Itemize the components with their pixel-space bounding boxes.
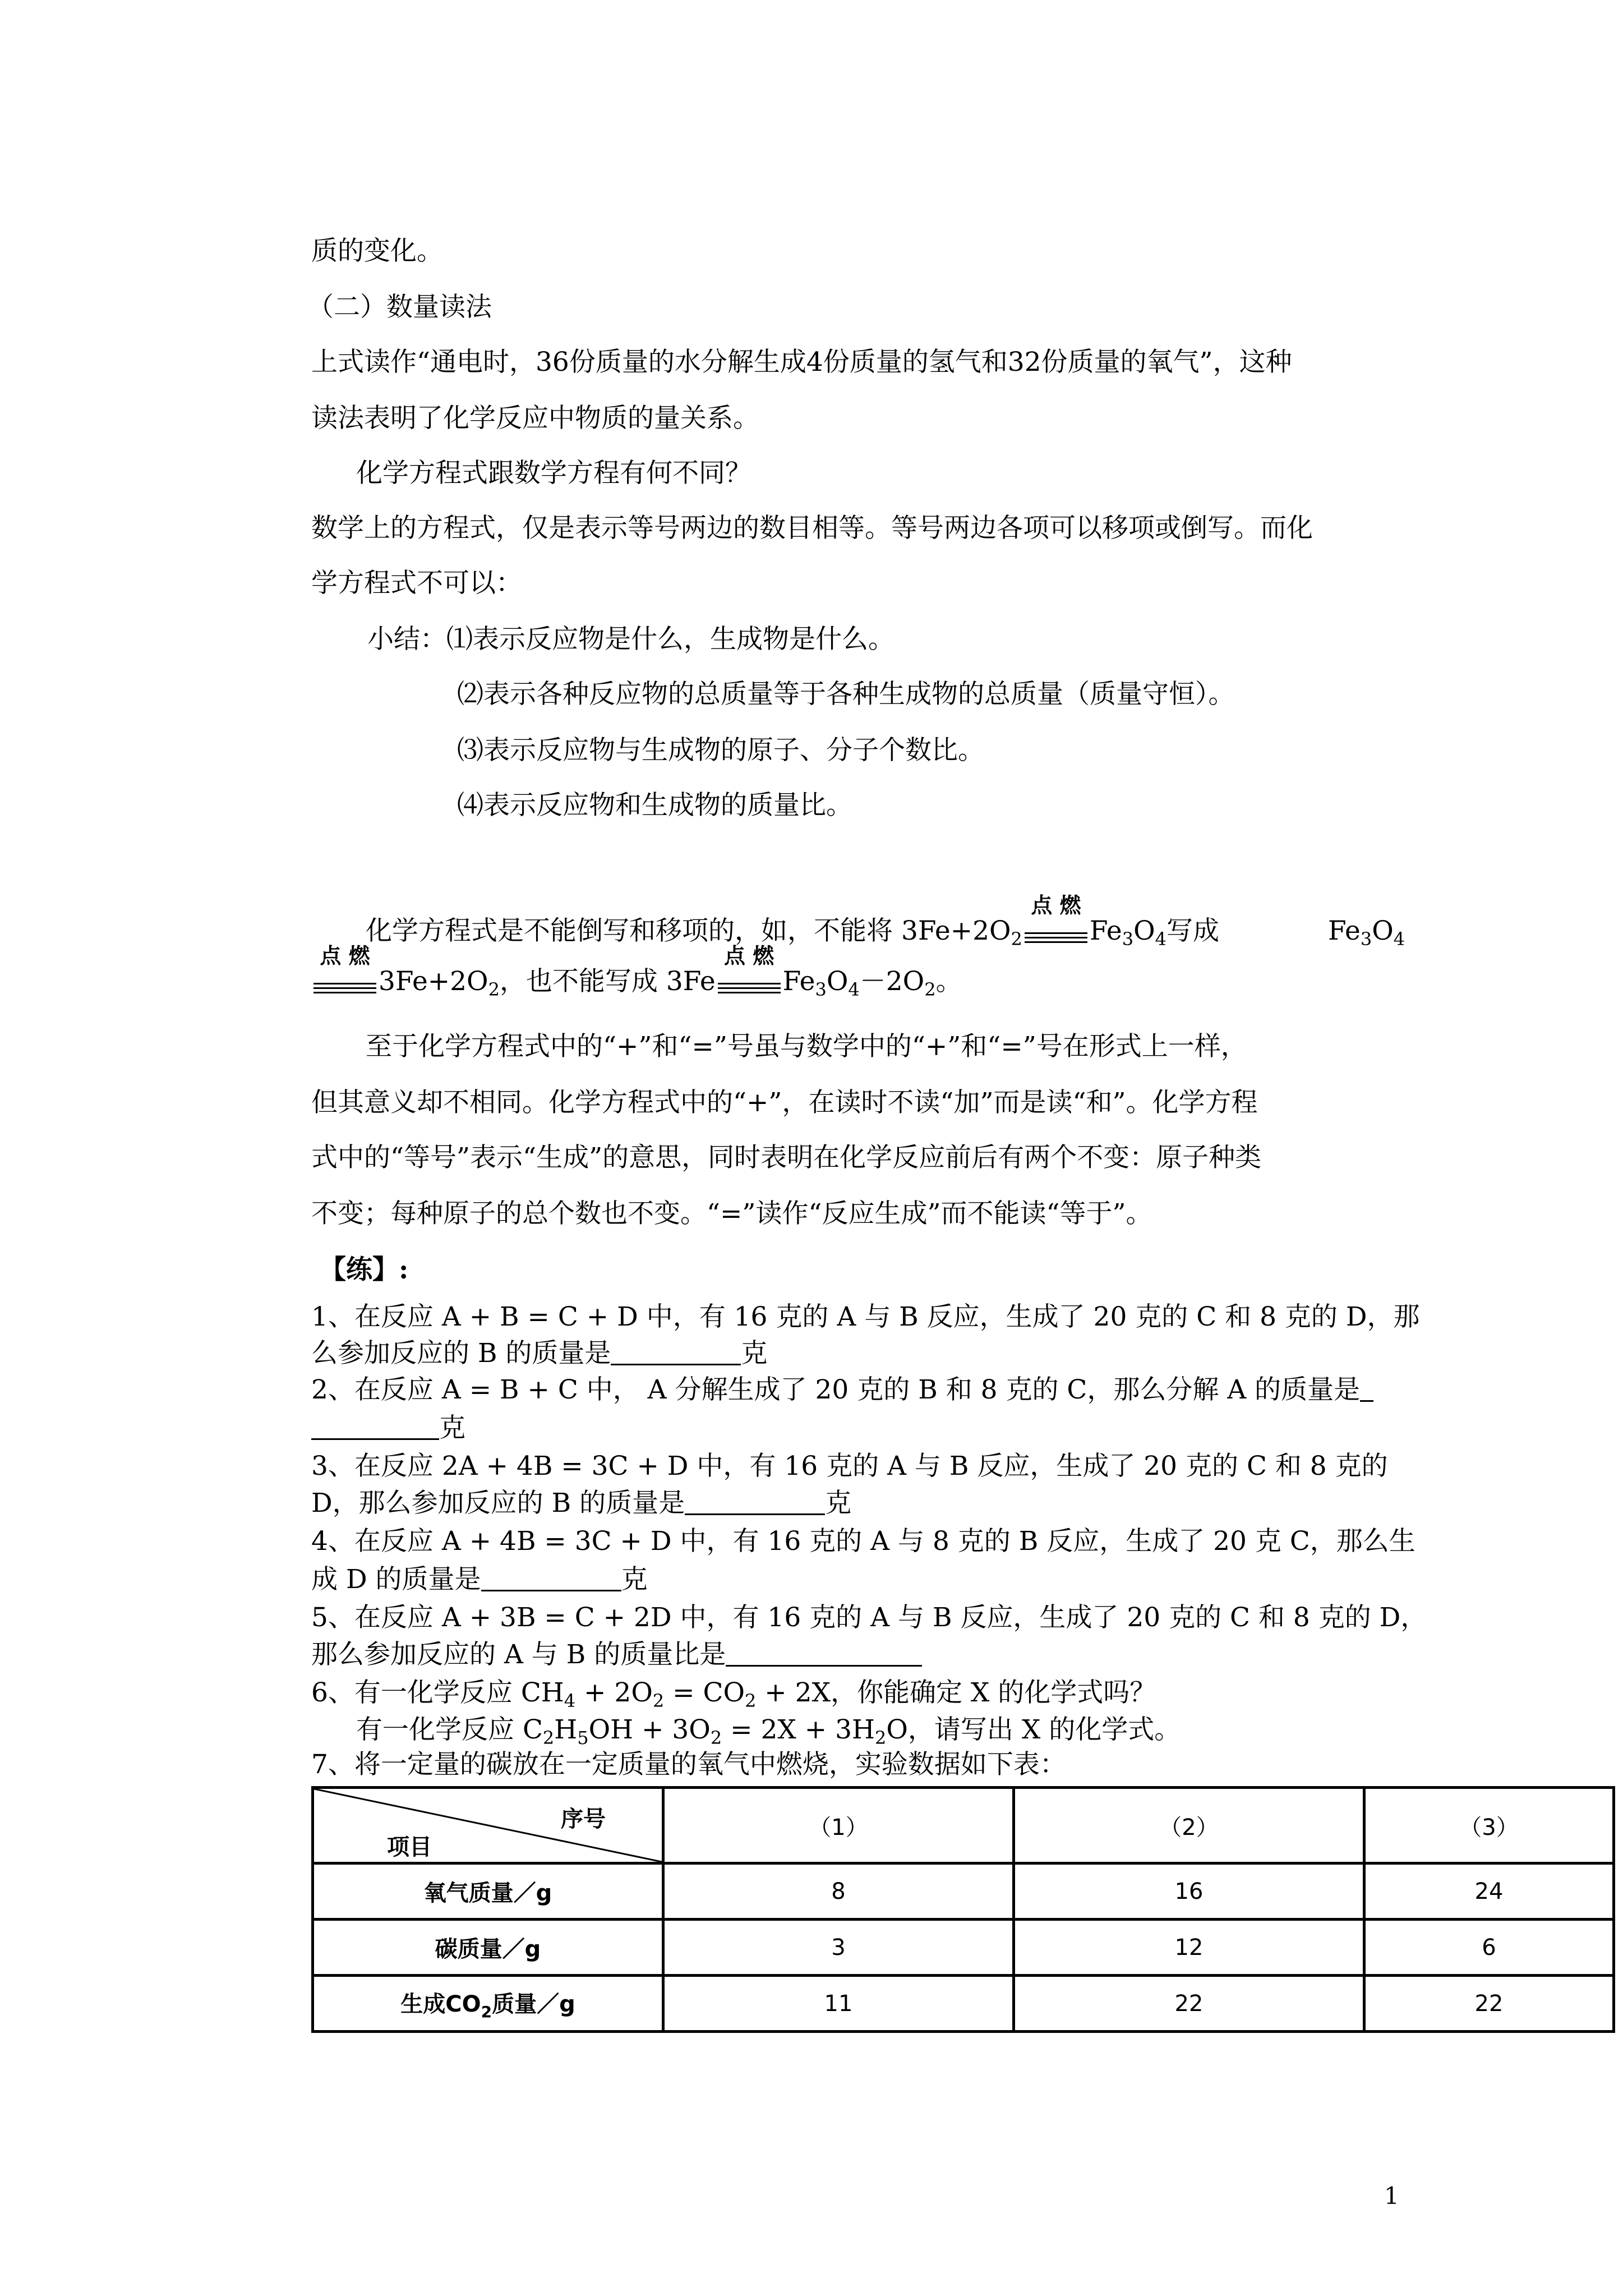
question-3: 3、在反应 2A + 4B = 3C + D 中，有 16 克的 A 与 B 反应，生成了 20 克的 C 和 8 克的 xyxy=(311,1451,1388,1481)
text-line: 读法表明了化学反应中物质的量关系。 xyxy=(311,403,759,434)
question-1: 1、在反应 A + B = C + D 中，有 16 克的 A 与 B 反应，生成了 20 克的 C 和 8 克的 D，那 xyxy=(311,1301,1420,1332)
table-header-row xyxy=(313,1788,1614,1864)
table-cell: 24 xyxy=(1364,1864,1614,1920)
table-cell: 3 xyxy=(663,1920,1014,1976)
table-corner-cell xyxy=(313,1788,663,1864)
table-row xyxy=(313,1864,1614,1920)
reaction-condition: 点 燃 xyxy=(1022,915,1090,947)
question-4: 4、在反应 A + 4B = 3C + D 中，有 16 克的 A 与 8 克的 B 反应，生成了 20 克 C，那么生 xyxy=(311,1526,1415,1557)
text-line: 质的变化。 xyxy=(311,236,443,266)
page-number: 1 xyxy=(1384,2182,1399,2210)
table-cell: 22 xyxy=(1364,1976,1614,2032)
answer-blank xyxy=(481,1564,621,1591)
table-cell: 12 xyxy=(1014,1920,1364,1976)
equation-line: 点 燃 $3Fe+2O_2$，也不能写成 3Fe 点 燃 $Fe_3O_4-2O_2$。 xyxy=(311,966,962,1005)
table-cell: 16 xyxy=(1014,1864,1364,1920)
text-line: 数学上的方程式，仅是表示等号两边的数目相等。等号两边各项可以移项或倒写。而化 xyxy=(311,513,1313,544)
question-2-cont: 克 xyxy=(311,1412,465,1444)
table-cell: 8 xyxy=(663,1864,1014,1920)
answer-blank xyxy=(685,1488,825,1515)
summary-line: ⑵表示各种反应物的总质量等于各种生成物的总质量（质量守恒）。 xyxy=(457,679,1235,710)
table-row-label: 氧气质量／g xyxy=(313,1864,663,1920)
table-cell: 22 xyxy=(1014,1976,1364,2032)
row-header-label: 项目 xyxy=(387,1834,432,1860)
table-row-label: 生成$CO_2$质量／g xyxy=(313,1976,663,2032)
section-heading: （二）数量读法 xyxy=(307,292,492,323)
question-4-cont: 成 D 的质量是 克 xyxy=(311,1564,648,1595)
text-line: 学方程式不可以： xyxy=(311,568,522,599)
table-column-header: （3） xyxy=(1364,1788,1614,1864)
text-line: 至于化学方程式中的“+”和“=”号虽与数学中的“+”和“=”号在形式上一样， xyxy=(366,1031,1247,1062)
summary-line: 小结：⑴表示反应物是什么，生成物是什么。 xyxy=(367,624,895,655)
table-row-label: 碳质量／g xyxy=(313,1920,663,1976)
reaction-condition: 点 燃 xyxy=(716,966,783,997)
answer-blank xyxy=(726,1639,922,1667)
table-cell: 6 xyxy=(1364,1920,1614,1976)
answer-blank xyxy=(611,1338,741,1365)
question-5: 5、在反应 A + 3B = C + 2D 中，有 16 克的 A 与 B 反应，生成了 20 克的 C 和 8 克的 D， xyxy=(311,1602,1427,1633)
text-line: 不变；每种原子的总个数也不变。“=”读作“反应生成”而不能读“等于”。 xyxy=(311,1198,1152,1229)
column-header-label: 序号 xyxy=(561,1806,606,1832)
table-row xyxy=(313,1920,1614,1976)
question-7: 7、将一定量的碳放在一定质量的氧气中燃烧，实验数据如下表： xyxy=(311,1749,1066,1780)
summary-line: ⑶表示反应物与生成物的原子、分子个数比。 xyxy=(457,735,984,766)
data-table xyxy=(311,1786,1615,2033)
summary-line: ⑷表示反应物和生成物的质量比。 xyxy=(457,790,852,821)
question-line: 化学方程式跟数学方程有何不同？ xyxy=(356,458,751,489)
text-line: 上式读作“通电时，36份质量的水分解生成4份质量的氢气和32份质量的氧气”，这种 xyxy=(311,347,1292,378)
question-2: 2、在反应 A = B + C 中， A 分解生成了 20 克的 B 和 8 克的 C，那么分解 A 的质量是 xyxy=(311,1374,1373,1406)
table-column-header: （2） xyxy=(1014,1788,1364,1864)
table-column-header: （1） xyxy=(663,1788,1014,1864)
answer-blank xyxy=(311,1412,439,1440)
question-5-cont: 那么参加反应的 A 与 B 的质量比是 xyxy=(311,1639,922,1671)
table-row xyxy=(313,1976,1614,2032)
table-cell: 11 xyxy=(663,1976,1014,2032)
equation-line: 化学方程式是不能倒写和移项的，如，不能将 $3Fe+2O_2$ 点 燃 $Fe_3O_4$写成 xyxy=(366,893,1219,950)
reaction-condition: 点 燃 xyxy=(311,966,379,997)
question-3-cont: D，那么参加反应的 B 的质量是 克 xyxy=(311,1488,852,1519)
question-6: 6、有一化学反应 $CH_4 + 2O_2 = CO_2 + 2X$，你能确定 X 的化学式吗？ xyxy=(311,1677,1156,1711)
question-6-cont: 有一化学反应 $C_2H_5OH + 3O_2 = 2X + 3H_2O$，请写出 X 的化学式。 xyxy=(356,1714,1181,1749)
text-line: 但其意义却不相同。化学方程式中的“+”，在读时不读“加”而是读“和”。化学方程 xyxy=(311,1087,1258,1118)
question-1-cont: 么参加反应的 B 的质量是 克 xyxy=(311,1338,768,1369)
text-line: 式中的“等号”表示“生成”的意思，同时表明在化学反应前后有两个不变：原子种类 xyxy=(311,1142,1262,1173)
diagonal-divider xyxy=(314,1789,662,1862)
practice-title: 【练】: xyxy=(320,1254,409,1285)
answer-blank xyxy=(1360,1374,1373,1402)
equation-formula: $Fe_3O_4$ xyxy=(1328,915,1405,950)
